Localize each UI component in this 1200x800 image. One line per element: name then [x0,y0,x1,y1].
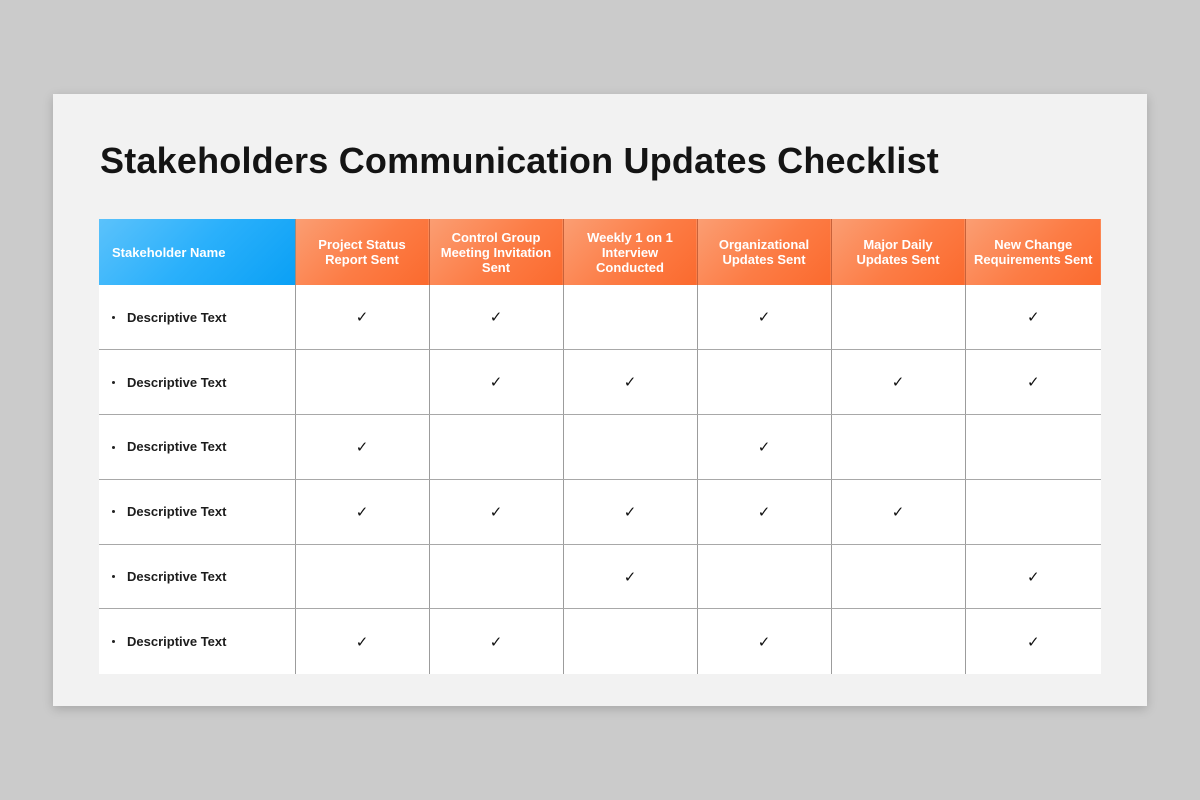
checklist-cell [831,350,965,415]
checklist-cell [965,350,1101,415]
checklist-cell [965,415,1101,480]
check-icon: ✓ [757,632,771,651]
header-weekly-interview-conducted: Weekly 1 on 1 Interview Conducted [563,219,697,285]
table-row [99,415,1101,480]
check-icon: ✓ [355,632,369,651]
check-icon: ✓ [891,373,905,392]
stakeholder-name-cell [99,350,295,415]
table-row [99,350,1101,415]
check-icon: ✓ [1026,632,1040,651]
check-icon: ✓ [489,502,503,521]
checklist-cell [563,544,697,609]
checklist-cell [697,609,831,674]
header-row [99,219,1101,285]
checklist-cell [965,479,1101,544]
table-row [99,544,1101,609]
check-icon: ✓ [1026,373,1040,392]
checklist-cell [563,350,697,415]
check-icon: ✓ [489,373,503,392]
header-new-change-requirements-sent: New Change Requirements Sent [965,219,1101,285]
table-row [99,479,1101,544]
header-project-status-report-sent: Project Status Report Sent [295,219,429,285]
checklist-cell [563,609,697,674]
stakeholder-name: Descriptive Text [127,374,227,390]
check-icon: ✓ [757,437,771,456]
header-control-group-meeting-invitation-sent: Control Group Meeting Invitation Sent [429,219,563,285]
checklist-cell [295,544,429,609]
check-icon: ✓ [757,308,771,327]
stakeholder-name-cell [99,609,295,674]
checklist-cell [697,350,831,415]
stakeholder-name-cell [99,544,295,609]
check-icon: ✓ [489,632,503,651]
checklist-cell [563,285,697,350]
bullet-icon [112,446,115,449]
stakeholder-name: Descriptive Text [127,309,227,325]
stakeholder-name: Descriptive Text [127,634,227,650]
table-row [99,285,1101,350]
checklist-cell [429,544,563,609]
checklist-cell [429,479,563,544]
check-icon: ✓ [623,373,637,392]
checklist-cell [295,415,429,480]
stakeholder-name: Descriptive Text [127,439,227,455]
stakeholder-name-cell [99,415,295,480]
check-icon: ✓ [623,567,637,586]
checklist-cell [295,479,429,544]
checklist-cell [965,609,1101,674]
check-icon: ✓ [355,502,369,521]
check-icon: ✓ [1026,308,1040,327]
checklist-cell [563,479,697,544]
table-row [99,609,1101,674]
header-stakeholder-name: Stakeholder Name [99,219,295,285]
bullet-icon [112,381,115,384]
checklist-cell [697,285,831,350]
stakeholder-name: Descriptive Text [127,504,227,520]
checklist-cell [831,544,965,609]
checklist-cell [697,479,831,544]
check-icon: ✓ [757,502,771,521]
stakeholder-name: Descriptive Text [127,569,227,585]
checklist-cell [295,609,429,674]
checklist-cell [429,285,563,350]
slide [53,94,1147,706]
bullet-icon [112,316,115,319]
header-organizational-updates-sent: Organizational Updates Sent [697,219,831,285]
checklist-cell [965,544,1101,609]
checklist-cell [697,415,831,480]
checklist-cell [295,285,429,350]
check-icon: ✓ [489,308,503,327]
checklist-cell [429,609,563,674]
bullet-icon [112,510,115,513]
checklist-cell [831,479,965,544]
checklist-cell [965,285,1101,350]
checklist-cell [563,415,697,480]
stakeholder-name-cell [99,479,295,544]
checklist-cell [831,285,965,350]
check-icon: ✓ [623,502,637,521]
checklist-cell [697,544,831,609]
page-title: Stakeholders Communication Updates Checklist [100,140,939,181]
bullet-icon [112,640,115,643]
check-icon: ✓ [1026,567,1040,586]
stakeholder-name-cell [99,285,295,350]
check-icon: ✓ [891,502,905,521]
checklist-cell [429,350,563,415]
checklist-cell [831,415,965,480]
checklist-cell [295,350,429,415]
header-major-daily-updates-sent: Major Daily Updates Sent [831,219,965,285]
bullet-icon [112,575,115,578]
check-icon: ✓ [355,437,369,456]
check-icon: ✓ [355,308,369,327]
checklist-cell [831,609,965,674]
checklist-table [99,219,1101,674]
checklist-cell [429,415,563,480]
